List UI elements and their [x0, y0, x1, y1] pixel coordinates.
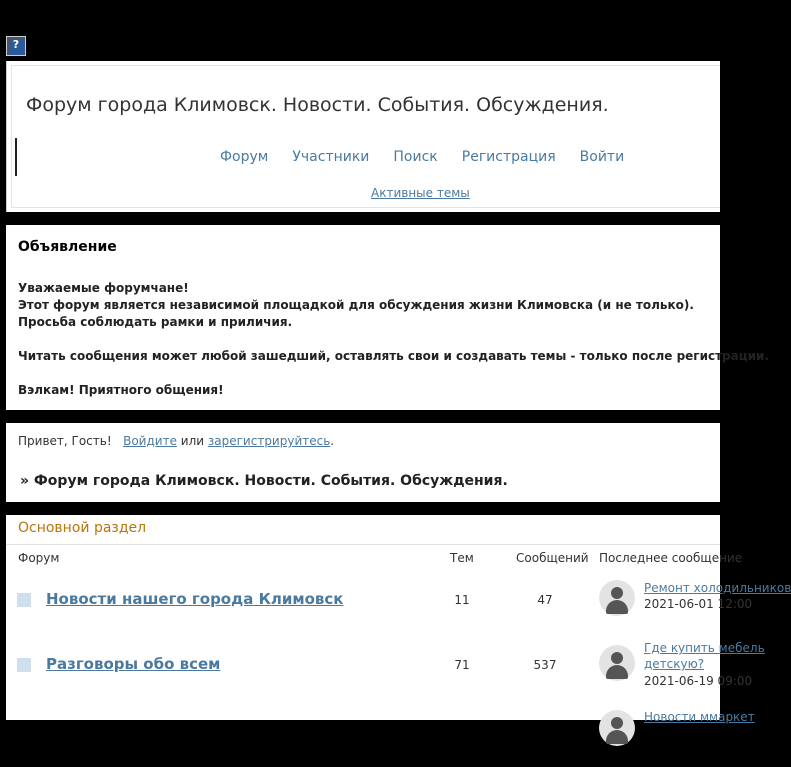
announcement-line: Читать сообщения может любой зашедший, оставлять свои и создавать темы - только после регистрации. — [18, 349, 770, 363]
announcement-line: Вэлкам! Приятного общения! — [18, 383, 224, 397]
site-header — [6, 61, 720, 212]
register-link[interactable]: зарегистрируйтесь — [207, 434, 331, 448]
forum-row — [6, 641, 765, 702]
greeting-prefix: Привет, Гость! — [18, 434, 112, 448]
column-last-post: Последнее сообщение — [599, 551, 743, 565]
nav-members[interactable]: Участники — [292, 149, 370, 165]
user-avatar-icon — [599, 645, 635, 681]
column-forum: Форум — [18, 551, 60, 565]
forum-link[interactable]: Разговоры обо всем — [46, 655, 221, 673]
user-avatar-icon — [599, 580, 635, 616]
forum-link[interactable]: Новости нашего города Климовск — [46, 590, 344, 608]
column-topics: Тем — [450, 551, 474, 565]
announcement-line: Просьба соблюдать рамки и приличия. — [18, 315, 293, 329]
active-topics-link[interactable]: Активные темы — [371, 186, 470, 200]
forum-row — [6, 577, 791, 637]
announcement-line: Уважаемые форумчане! — [18, 281, 189, 295]
login-link[interactable]: Войдите — [123, 434, 177, 448]
breadcrumb-arrow: » — [20, 473, 30, 489]
nav-forum[interactable]: Форум — [220, 149, 269, 165]
category-divider — [6, 544, 720, 545]
topic-count: 11 — [454, 593, 470, 607]
post-count: 537 — [533, 658, 557, 672]
forum-row — [6, 707, 755, 767]
announcement-line: Этот форум является независимой площадкой для обсуждения жизни Климовска (и не только). — [18, 298, 694, 312]
forum-status-icon — [17, 658, 31, 672]
last-post-link[interactable]: Где купить мебель — [644, 641, 765, 655]
topic-count: 71 — [454, 658, 470, 672]
announcement-block — [6, 225, 770, 410]
post-count: 47 — [537, 593, 553, 607]
last-post-link[interactable]: Новости ммаркет — [644, 710, 755, 724]
last-post-date: 2021-06-19 09:00 — [644, 674, 753, 688]
nav-login[interactable]: Войти — [579, 149, 625, 165]
announcement-heading: Объявление — [18, 239, 117, 255]
last-post-date: 2021-06-01 12:00 — [644, 597, 753, 611]
last-post-link[interactable]: Ремонт холодильников — [644, 581, 791, 595]
nav-search[interactable]: Поиск — [393, 149, 438, 165]
breadcrumb — [20, 473, 508, 489]
announcement-text — [18, 280, 769, 399]
greeting-or: или — [180, 434, 205, 448]
greeting-dot: . — [330, 434, 335, 448]
breadcrumb-current: Форум города Климовск. Новости. События. Обсуждения. — [33, 473, 508, 489]
site-title: Форум города Климовск. Новости. События. Обсуждения. — [26, 94, 609, 116]
column-posts: Сообщений — [516, 551, 589, 565]
user-avatar-icon — [599, 710, 635, 746]
help-icon[interactable]: ? — [6, 36, 26, 56]
forum-category — [6, 515, 791, 724]
category-title: Основной раздел — [18, 520, 147, 536]
last-post-link-cont[interactable]: детскую? — [644, 657, 705, 671]
header-frame — [11, 65, 720, 208]
forum-status-icon — [17, 593, 31, 607]
nav-register[interactable]: Регистрация — [461, 149, 556, 165]
guest-greeting — [18, 434, 334, 448]
welcome-block — [6, 423, 720, 502]
main-nav — [12, 149, 720, 165]
